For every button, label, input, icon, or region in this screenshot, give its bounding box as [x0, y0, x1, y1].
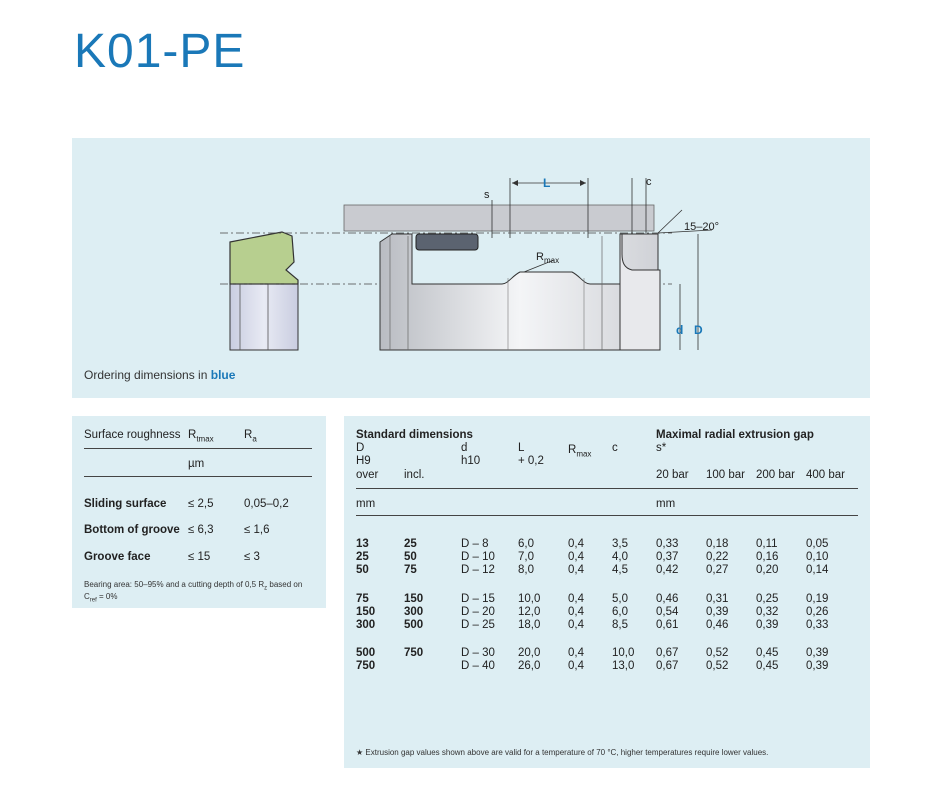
col-200-bar: 200 bar — [756, 469, 796, 481]
gap-200-column: 0,11 0,16 0,20 — [756, 538, 779, 576]
col-d: d — [461, 442, 468, 454]
label-rmax: $R_{max}$ — [536, 251, 560, 265]
col-over: over — [356, 469, 379, 481]
bearing-area-note: Bearing area: 50–95% and a cutting depth of 0,5 $R_z$ based on $C_{ref} = 0\%$ — [84, 580, 303, 604]
roughness-unit: µm — [188, 458, 205, 470]
c-column: 5,0 6,0 8,5 — [612, 593, 628, 631]
gap-100-column: 0,31 0,39 0,46 — [706, 593, 729, 631]
col-incl: incl. — [404, 469, 425, 481]
standard-dimensions-table — [344, 416, 870, 768]
gap-400-column: 0,39 0,39 — [806, 647, 829, 672]
col-L: L — [518, 442, 525, 454]
col-20-bar: 20 bar — [656, 469, 689, 481]
roughness-row-label: Groove face — [84, 551, 151, 563]
roughness-row-rtmax: ≤ 2,5 — [188, 498, 214, 510]
roughness-row-rtmax: ≤ 6,3 — [188, 524, 214, 536]
d-column: D – 30 D – 40 — [461, 647, 495, 672]
col-s: s* — [656, 442, 667, 454]
L-column: 6,0 7,0 8,0 — [518, 538, 534, 576]
incl-column: 750 — [404, 647, 424, 659]
label-D: D — [694, 323, 703, 337]
rmax-column: 0,4 0,4 0,4 — [568, 538, 584, 576]
housing-bar — [344, 205, 654, 231]
unit-mm-left: mm — [356, 498, 376, 510]
col-D: D — [356, 442, 365, 454]
roughness-row-label: Bottom of groove — [84, 524, 180, 536]
seal-cross-section-drawing — [72, 138, 870, 398]
roughness-row-label: Sliding surface — [84, 498, 167, 510]
col-100-bar: 100 bar — [706, 469, 746, 481]
label-s: s — [484, 189, 490, 201]
roughness-header-ra: $R_a$ — [244, 429, 257, 444]
ordering-caption: Ordering dimensions in blue — [84, 368, 236, 382]
unit-mm-right: mm — [656, 498, 676, 510]
d-column: D – 8 D – 10 D – 12 — [461, 538, 495, 576]
gap-200-column: 0,25 0,32 0,39 — [756, 593, 779, 631]
incl-column: 25 50 75 — [404, 538, 417, 576]
gap-20-column: 0,33 0,37 0,42 — [656, 538, 679, 576]
roughness-row-ra: ≤ 3 — [244, 551, 260, 563]
col-H9: H9 — [356, 455, 371, 467]
rmax-column: 0,4 0,4 — [568, 647, 584, 672]
roughness-header-label: Surface roughness — [84, 429, 181, 441]
over-column: 75 150 300 — [356, 593, 376, 631]
heading-extrusion-gap: Maximal radial extrusion gap — [656, 429, 814, 441]
gap-200-column: 0,45 0,45 — [756, 647, 779, 672]
over-column: 13 25 50 — [356, 538, 369, 576]
d-column: D – 15 D – 20 D – 25 — [461, 593, 495, 631]
col-c: c — [612, 442, 618, 454]
c-column: 3,5 4,0 4,5 — [612, 538, 628, 576]
label-L: L — [543, 176, 551, 190]
col-400-bar: 400 bar — [806, 469, 846, 481]
extrusion-footnote: ★ Extrusion gap values shown above are valid for a temperature of 70 °C, higher temperatures require lower values. — [356, 748, 769, 757]
roughness-row-ra: ≤ 1,6 — [244, 524, 270, 536]
heading-standard-dimensions: Standard dimensions — [356, 429, 473, 441]
over-column: 500 750 — [356, 647, 376, 672]
page-title: K01-PE — [74, 25, 246, 78]
gap-400-column: 0,05 0,10 0,14 — [806, 538, 829, 576]
label-c: c — [646, 176, 652, 188]
gap-20-column: 0,46 0,54 0,61 — [656, 593, 679, 631]
guide-ring — [416, 234, 478, 250]
col-h10: h10 — [461, 455, 481, 467]
piston-body — [380, 234, 660, 350]
roughness-row-rtmax: ≤ 15 — [188, 551, 211, 563]
gap-100-column: 0,18 0,22 0,27 — [706, 538, 729, 576]
incl-column: 150 300 500 — [404, 593, 424, 631]
gap-20-column: 0,67 0,67 — [656, 647, 679, 672]
seal-profile-green — [230, 232, 298, 284]
rmax-column: 0,4 0,4 0,4 — [568, 593, 584, 631]
L-column: 20,0 26,0 — [518, 647, 541, 672]
roughness-row-ra: 0,05–0,2 — [244, 498, 289, 510]
surface-roughness-table — [72, 416, 326, 608]
label-d: d — [676, 323, 684, 337]
col-rmax: $R_{max}$ — [568, 444, 592, 459]
L-column: 10,0 12,0 18,0 — [518, 593, 541, 631]
label-angle: 15–20° — [684, 221, 719, 233]
drawing-panel — [72, 138, 870, 398]
c-column: 10,0 13,0 — [612, 647, 635, 672]
col-L-tolerance: + 0,2 — [518, 455, 544, 467]
gap-400-column: 0,19 0,26 0,33 — [806, 593, 829, 631]
gap-100-column: 0,52 0,52 — [706, 647, 729, 672]
seal-ring-section — [230, 232, 298, 350]
roughness-header-rtmax: $R_{tmax}$ — [188, 429, 214, 444]
